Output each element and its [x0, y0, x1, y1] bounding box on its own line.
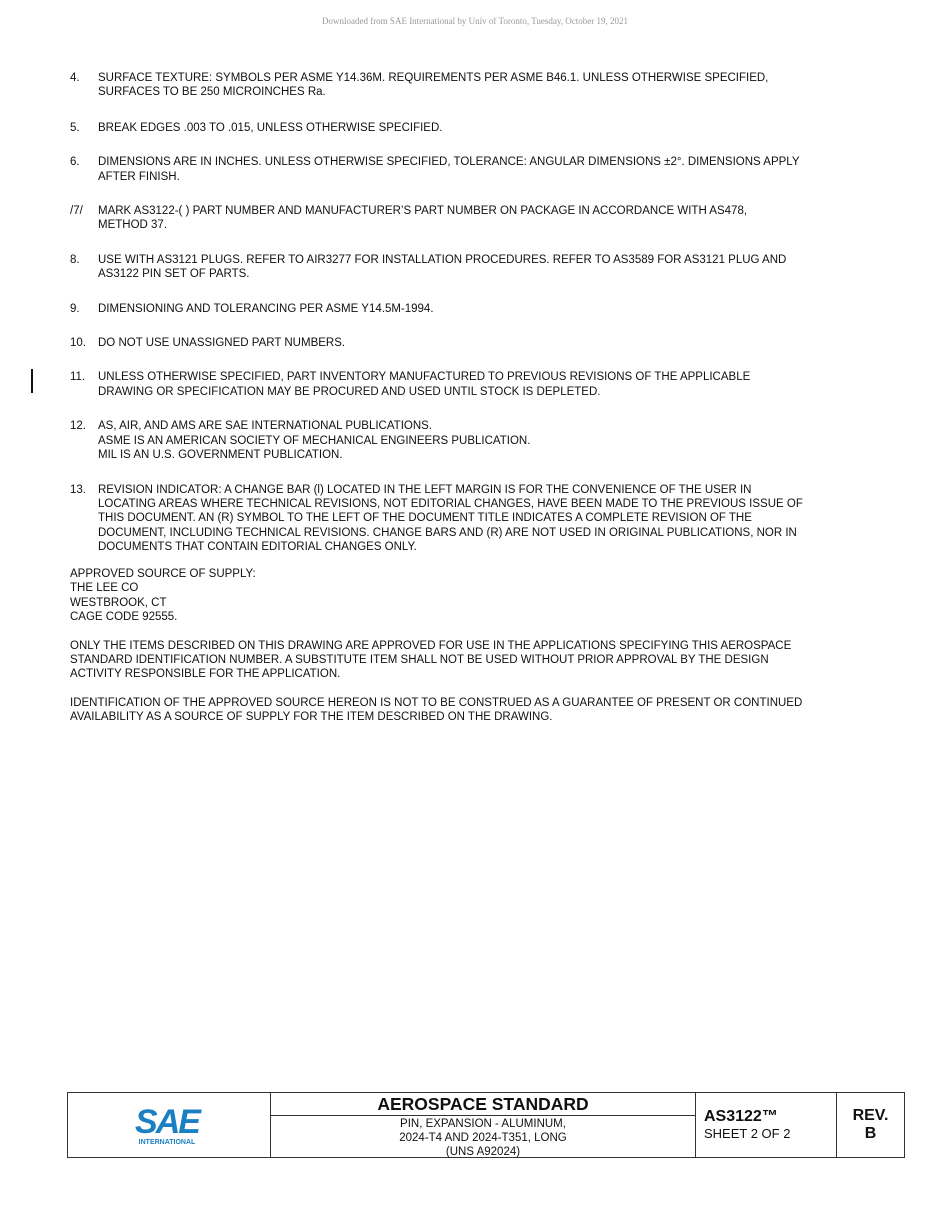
note-5	[70, 121, 870, 135]
identification-statement: IDENTIFICATION OF THE APPROVED SOURCE HEREON IS NOT TO BE CONSTRUED AS A GUARANTEE OF PRESENT OR CONTINUED AVAILABILITY AS A SOURCE OF SUPPLY FOR THE ITEM DESCRIBED ON THE DRAWING.	[70, 696, 803, 724]
note-text: AS, AIR, AND AMS ARE SAE INTERNATIONAL PUBLICATIONS. ASME IS AN AMERICAN SOCIETY OF MECHANICAL ENGINEERS PUBLICATION. MIL IS AN U.S. GOVERNMENT PUBLICATION.	[98, 420, 531, 462]
sae-logo	[68, 1093, 271, 1157]
note-text: BREAK EDGES .003 TO .015, UNLESS OTHERWISE SPECIFIED.	[98, 121, 443, 134]
standard-type: AEROSPACE STANDARD	[271, 1093, 695, 1116]
description-line: (UNS A92024)	[445, 1146, 521, 1159]
revision-label: REV.	[852, 1107, 889, 1124]
logo-subtext: INTERNATIONAL	[138, 1139, 196, 1146]
note-number: 4.	[70, 72, 80, 84]
description-line: PIN, EXPANSION - ALUMINUM,	[400, 1118, 566, 1130]
note-number: 13.	[70, 483, 86, 496]
approved-source: APPROVED SOURCE OF SUPPLY: THE LEE CO WESTBROOK, CT CAGE CODE 92555.	[70, 568, 256, 624]
sheet-number: SHEET 2 OF 2	[704, 1126, 791, 1141]
note-text: DIMENSIONS ARE IN INCHES. UNLESS OTHERWISE SPECIFIED, TOLERANCE: ANGULAR DIMENSIONS ±2°. DIMENSIONS APPLY AFTER FINISH.	[98, 156, 800, 183]
note-number: 5.	[70, 121, 80, 134]
note-text: DIMENSIONING AND TOLERANCING PER ASME Y14.5M-1994.	[98, 302, 434, 315]
title-cell	[271, 1093, 696, 1157]
part-description	[271, 1116, 695, 1160]
note-number: 11.	[70, 371, 86, 384]
approval-statement: ONLY THE ITEMS DESCRIBED ON THIS DRAWING ARE APPROVED FOR USE IN THE APPLICATIONS SPECIFYING THIS AEROSPACE STANDARD IDENTIFICATION NUMBER. A SUBSTITUTE ITEM SHALL NOT BE USED WITHOUT PRIOR APPROVAL BY THE DESIGN ACTIVITY RESPONSIBLE FOR THE APPLICATION.	[70, 639, 792, 681]
supply-section	[70, 567, 880, 725]
document-cell	[696, 1093, 837, 1157]
description-line: 2024-T4 AND 2024-T351, LONG	[399, 1132, 567, 1145]
notes-list	[70, 71, 870, 555]
note-number: 6.	[70, 156, 80, 169]
note-number: 9.	[70, 302, 80, 315]
note-text: MARK AS3122-( ) PART NUMBER AND MANUFACTURER’S PART NUMBER ON PACKAGE IN ACCORDANCE WITH AS478, METHOD 37.	[98, 205, 748, 232]
revision-value: B	[864, 1125, 877, 1142]
download-watermark: Downloaded from SAE International by Univ of Toronto, Tuesday, October 19, 2021	[321, 16, 629, 26]
note-8	[70, 253, 870, 282]
note-number: 12.	[70, 420, 86, 433]
note-13	[70, 483, 870, 555]
note-text: UNLESS OTHERWISE SPECIFIED, PART INVENTORY MANUFACTURED TO PREVIOUS REVISIONS OF THE APPLICABLE DRAWING OR SPECIFICATION MAY BE PROCURED AND USED UNTIL STOCK IS DEPLETED.	[98, 371, 751, 398]
note-10	[70, 336, 870, 350]
note-text: REVISION INDICATOR: A CHANGE BAR (l) LOCATED IN THE LEFT MARGIN IS FOR THE CONVENIENCE OF THE USER IN LOCATING AREAS WHERE TECHNICAL REVISIONS, NOT EDITORIAL CHANGES, HAVE BEEN MADE TO THE PREVIOUS ISSUE OF THIS DOCUMENT. AN (R) SYMBOL TO THE LEFT OF THE DOCUMENT TITLE INDICATES A COMPLETE REVISION OF THE DOCUMENT, INCLUDING TECHNICAL REVISIONS. CHANGE BARS AND (R) ARE NOT USED IN ORIGINAL PUBLICATIONS, NOR IN DOCUMENTS THAT CONTAIN EDITORIAL CHANGES ONLY.	[98, 483, 803, 554]
note-number: 8.	[70, 253, 80, 266]
note-number: 10.	[70, 337, 86, 350]
document-number: AS3122™	[704, 1108, 778, 1125]
note-text: DO NOT USE UNASSIGNED PART NUMBERS.	[98, 337, 346, 350]
note-text: SURFACE TEXTURE: SYMBOLS PER ASME Y14.36M. REQUIREMENTS PER ASME B46.1. UNLESS OTHERWISE SPECIFIED, SURFACES TO BE 250 MICROINCHES Ra.	[98, 72, 769, 99]
note-6	[70, 155, 870, 184]
note-11	[70, 370, 870, 399]
title-block	[67, 1092, 905, 1158]
note-9	[70, 302, 870, 316]
note-number: /7/	[70, 205, 83, 218]
change-bar	[31, 369, 33, 393]
sae-logo-icon	[129, 1103, 209, 1147]
note-4	[70, 71, 870, 100]
revision-cell	[837, 1093, 904, 1157]
note-7	[70, 204, 870, 233]
note-12	[70, 419, 870, 462]
logo-wordmark: SAE	[135, 1103, 199, 1141]
note-text: USE WITH AS3121 PLUGS. REFER TO AIR3277 FOR INSTALLATION PROCEDURES. REFER TO AS3589 FOR AS3121 PLUG AND AS3122 PIN SET OF PARTS.	[98, 253, 787, 281]
